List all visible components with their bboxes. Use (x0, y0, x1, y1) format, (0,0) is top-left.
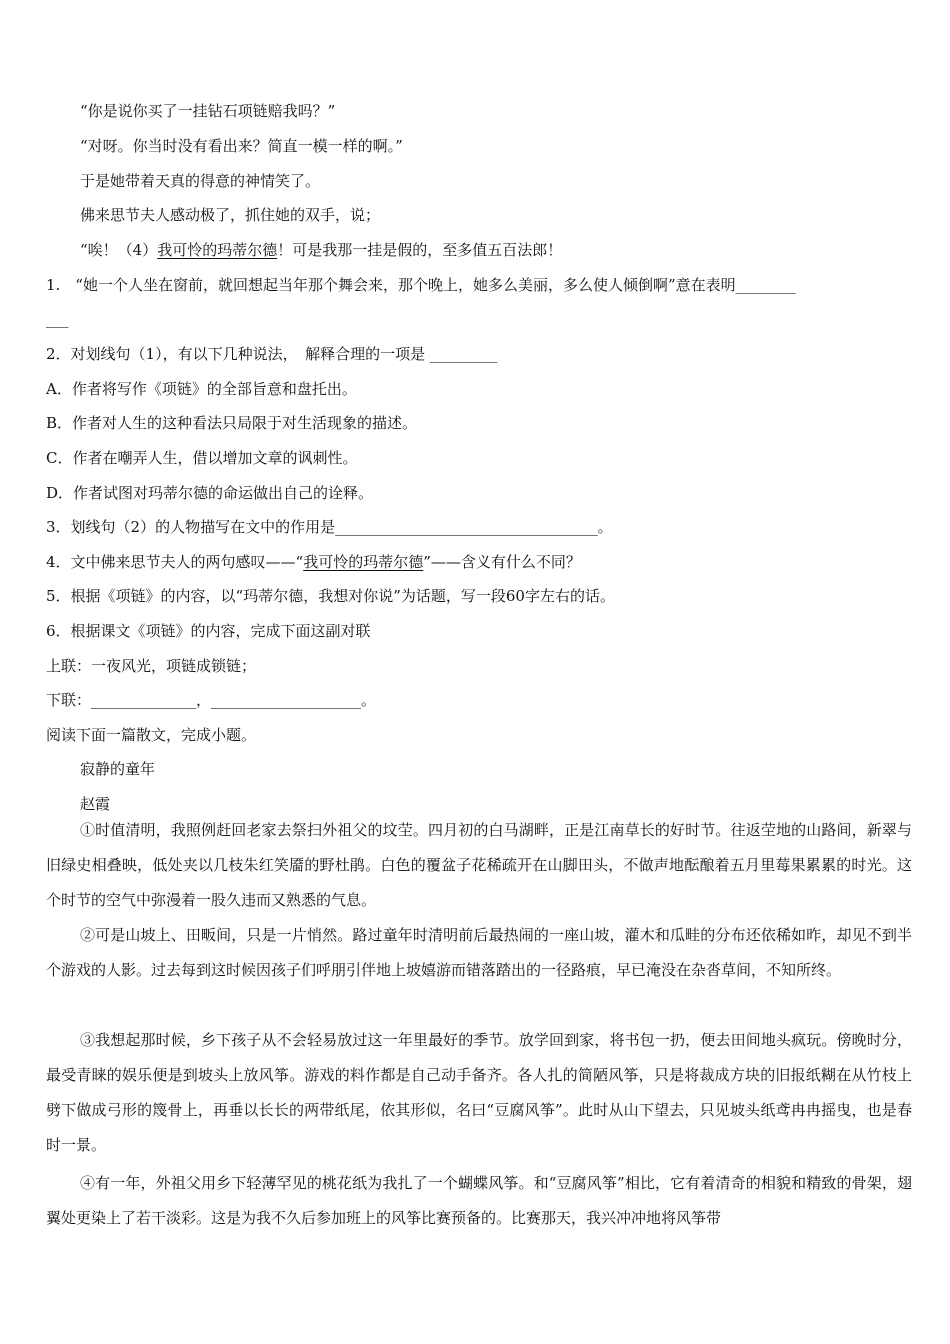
essay-intro: 阅读下面一篇散文，完成小题。 (46, 726, 257, 744)
question-1: 1. “她一个人坐在窗前，就回想起当年那个舞会来，那个晚上，她多么美丽，多么使人倾倒啊”意在表明________ (46, 276, 796, 294)
couplet-upper: 上联：一夜风光，项链成锁链； (46, 657, 257, 675)
question-2-option-c: C．作者在嘲弄人生，借以增加文章的讽刺性。 (46, 449, 358, 467)
essay-paragraph-4: ④有一年，外祖父用乡下轻薄罕见的桃花纸为我扎了一个蝴蝶风筝。和“豆腐风筝”相比，它有着清奇的相貌和精致的骨架，翅翼处更染上了若干淡彩。这是为我不久后参加班上的风筝比赛预备的。比赛那天，我兴冲冲地将风筝带 (46, 1174, 912, 1227)
dialogue-line-1: “你是说你买了一挂钻石项链赔我吗？” (80, 102, 336, 120)
question-2-option-d: D．作者试图对玛蒂尔德的命运做出自己的诠释。 (46, 484, 374, 502)
essay-paragraph-1: ①时值清明，我照例赶回老家去祭扫外祖父的坟茔。四月初的白马湖畔，正是江南草长的好时节。往返茔地的山路间，新翠与旧绿史相叠映，低处夹以几枝朱红笑靥的野杜鹃。白色的覆盆子花稀疏开在山脚田头，不做声地酝酿着五月里莓果累累的时光。这个时节的空气中弥漫着一股久违而又熟悉的气息。 (46, 821, 912, 909)
underlined-sentence-4: 我可怜的玛蒂尔德 (157, 241, 278, 259)
couplet-lower: 下联：______________，____________________。 (46, 691, 377, 709)
dialogue-line-5-prefix: “唉！（4） (80, 241, 158, 259)
question-4-prefix: 4．文中佛来思节夫人的两句感叹——“ (46, 553, 304, 571)
dialogue-line-2: “对呀。你当时没有看出来？简直一模一样的啊。” (80, 137, 403, 155)
question-2: 2．对划线句（1），有以下几种说法， 解释合理的一项是 _________ (46, 345, 498, 363)
question-5: 5．根据《项链》的内容，以“玛蒂尔德，我想对你说”为话题，写一段60字左右的话。 (46, 587, 615, 605)
question-2-option-a: A．作者将写作《项链》的全部旨意和盘托出。 (46, 380, 357, 398)
question-2-option-b: B．作者对人生的这种看法只局限于对生活现象的描述。 (46, 414, 418, 432)
question-6: 6．根据课文《项链》的内容，完成下面这副对联 (46, 622, 371, 640)
dialogue-line-4: 佛来思节夫人感动极了，抓住她的双手，说； (80, 206, 381, 224)
question-4-suffix: ”——含义有什么不同？ (423, 553, 581, 571)
question-4-quote: 我可怜的玛蒂尔德 (303, 553, 424, 571)
question-1-answer-blank: ___ (46, 310, 69, 328)
dialogue-line-5-suffix: ！可是我那一挂是假的，至多值五百法郎！ (277, 241, 563, 259)
essay-paragraph-2: ②可是山坡上、田畈间，只是一片悄然。路过童年时清明前后最热闹的一座山坡，灌木和瓜畦的分布还依稀如昨，却见不到半个游戏的人影。过去每到这时候因孩子们呼朋引伴地上坡嬉游而错落踏出的一径路痕，早已淹没在杂沓草间，不知所终。 (46, 926, 912, 979)
dialogue-line-3: 于是她带着天真的得意的神情笑了。 (80, 172, 321, 190)
question-3: 3．划线句（2）的人物描写在文中的作用是___________________________________。 (46, 518, 613, 536)
essay-title: 寂静的童年 (80, 760, 156, 778)
essay-author: 赵霞 (80, 795, 111, 813)
question-4 (46, 552, 581, 572)
dialogue-line-5 (80, 240, 562, 260)
essay-paragraph-3: ③我想起那时候，乡下孩子从不会轻易放过这一年里最好的季节。放学回到家，将书包一扔，便去田间地头疯玩。傍晚时分，最受青睐的娱乐便是到坡头上放风筝。游戏的料作都是自己动手备齐。各人扎的简陋风筝，只是将裁成方块的旧报纸糊在从竹枝上劈下做成弓形的篾骨上，再垂以长长的两带纸尾，依其形似，名曰“豆腐风筝”。此时从山下望去，只见坡头纸鸢冉冉摇曳，也是春时一景。 (46, 1031, 912, 1154)
